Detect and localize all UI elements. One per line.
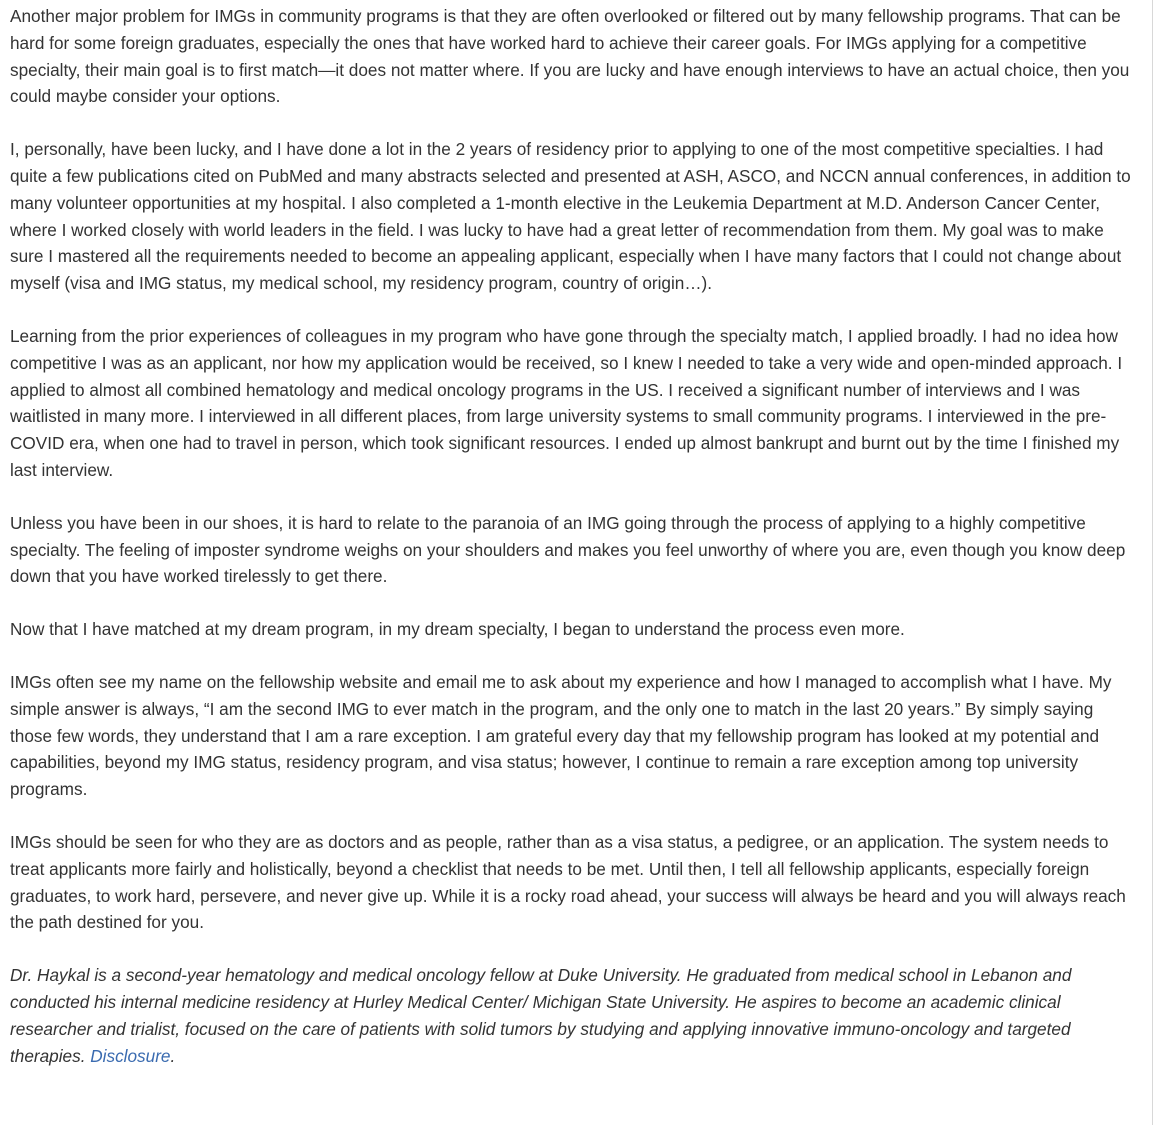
article-paragraph: Now that I have matched at my dream program, in my dream specialty, I began to understand the process even more. bbox=[10, 619, 905, 640]
article-paragraph: IMGs often see my name on the fellowship website and email me to ask about my experience and how I managed to accomplish what I have. My simple answer is always, “I am the second IMG to ever match in the program, and the only one to match in the last 20 years.” By simply saying those few words, they understand that I am a rare exception. I am grateful every day that my fellowship program has looked at my potential and capabilities, beyond my IMG status, residency program, and visa status; however, I continue to remain a rare exception among top university programs. bbox=[10, 671, 1112, 800]
author-bio-text: Dr. Haykal is a second-year hematology and medical oncology fellow at Duke University. He graduated from medical school in Lebanon and conducted his internal medicine residency at Hurley Medical Center/ Michigan State University. He aspires to become an academic clinical researcher and trialist, focused on the care of patients with solid tumors by studying and applying innovative immuno-oncology and targeted therapies. bbox=[10, 965, 1072, 1066]
article-paragraph: I, personally, have been lucky, and I have done a lot in the 2 years of residency prior to applying to one of the most competitive specialties. I had quite a few publications cited on PubMed and many abstracts selected and presented at ASH, ASCO, and NCCN annual conferences, in addition to many volunteer opportunities at my hospital. I also completed a 1-month elective in the Leukemia Department at M.D. Anderson Cancer Center, where I worked closely with world leaders in the field. I was lucky to have had a great letter of recommendation from them. My goal was to make sure I mastered all the requirements needed to become an appealing applicant, especially when I have many factors that I could not change about myself (visa and IMG status, my medical school, my residency program, country of origin…). bbox=[10, 139, 1131, 294]
article-paragraph: Another major problem for IMGs in community programs is that they are often overlooked or filtered out by many fellowship programs. That can be hard for some foreign graduates, especially the ones that have worked hard to achieve their career goals. For IMGs applying for a competitive specialty, their main goal is to first match—it does not matter where. If you are lucky and have enough interviews to have an actual choice, then you could maybe consider your options. bbox=[10, 6, 1130, 107]
article-body bbox=[10, 3, 1140, 1095]
article-paragraph: IMGs should be seen for who they are as doctors and as people, rather than as a visa status, a pedigree, or an application. The system needs to treat applicants more fairly and holistically, beyond a checklist that needs to be met. Until then, I tell all fellowship applicants, especially foreign graduates, to work hard, persevere, and never give up. While it is a rocky road ahead, your success will always be heard and you will always reach the path destined for you. bbox=[10, 831, 1126, 933]
author-bio bbox=[10, 962, 1140, 1069]
article-paragraph: Learning from the prior experiences of colleagues in my program who have gone through the specialty match, I applied broadly. I had no idea how competitive I was as an applicant, nor how my application would be received, so I knew I needed to take a very wide and open-minded approach. I applied to almost all combined hematology and medical oncology programs in the US. I received a significant number of interviews and I was waitlisted in many more. I interviewed in all different places, from large university systems to small community programs. I interviewed in the pre-COVID era, when one had to travel in person, which took significant resources. I ended up almost bankrupt and burnt out by the time I finished my last interview. bbox=[10, 325, 1123, 480]
article-paragraph: Unless you have been in our shoes, it is hard to relate to the paranoia of an IMG going through the process of applying to a highly competitive specialty. The feeling of imposter syndrome weighs on your shoulders and makes you feel unworthy of where you are, even though you know deep down that you have worked tirelessly to get there. bbox=[10, 512, 1126, 587]
disclosure-link[interactable]: Disclosure bbox=[90, 1045, 171, 1066]
author-bio-trailing: . bbox=[170, 1045, 176, 1066]
